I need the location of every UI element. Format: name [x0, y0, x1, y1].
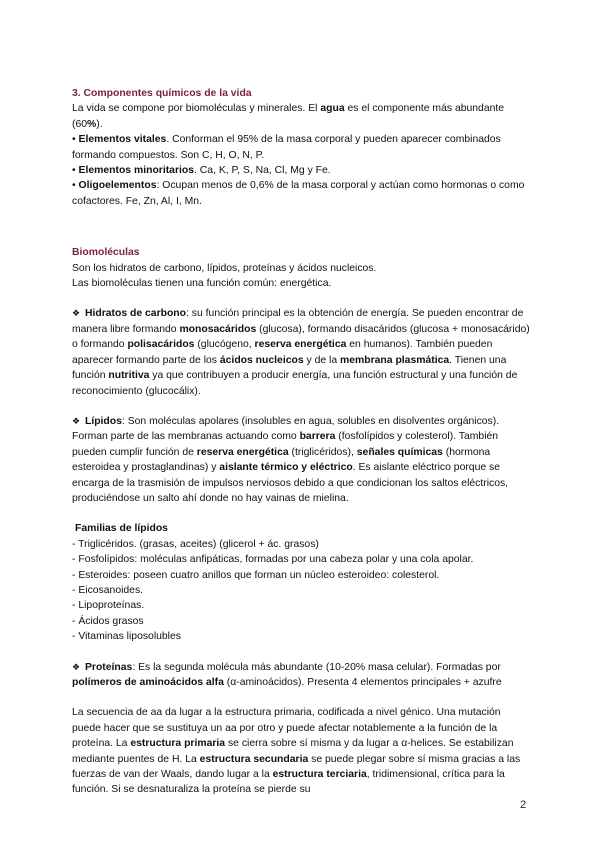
bold-term: monosacáridos — [179, 323, 257, 335]
page-number: 2 — [520, 799, 527, 811]
paragraph-text: se cierra sobre sí misma y da lugar a α-helices. Se estabilizan mediante puentes de H. La — [72, 738, 514, 765]
paragraph-text: (triglicéridos), — [288, 446, 357, 458]
paragraph-text: se puede plegar sobre sí misma gracias a las fuerzas de van der Waals, dando lugar a la — [72, 753, 521, 781]
item-text: : Ocupan menos de 0,6% de la masa corporal y actúan como hormonas o como cofactores. Fe, Zn, Al, I, Mn. — [72, 180, 525, 207]
intro-text: La vida se compone por biomoléculas y minerales. El — [72, 103, 321, 115]
bold-term: polisacáridos — [127, 339, 195, 351]
item-text: . Conforman el 95% de la masa corporal y pueden aparecer combinados formando compuestos. Son C, H, O, N, P. — [72, 134, 501, 161]
paragraph-text: ya que contribuyen a producir energía, una función estructural y una función de reconocimiento (glucocálix). — [72, 370, 518, 397]
item-text: . Ca, K, P, S, Na, Cl, Mg y Fe. — [194, 165, 331, 177]
diamond-icon: ❖ — [72, 415, 81, 426]
hidratos-title: Hidratos de carbono — [84, 308, 187, 320]
paragraph-text: en humanos). También pueden aparecer formando parte de los — [72, 339, 493, 366]
bold-term: estructura terciaria — [272, 769, 367, 781]
bold-term: membrana plasmática — [340, 354, 450, 366]
hidratos-paragraph — [72, 306, 532, 398]
bold-term: estructura secundaria — [199, 753, 309, 765]
familia-item: - Ácidos grasos — [72, 615, 144, 627]
item-bold: Elementos vitales — [78, 134, 167, 146]
page-content — [72, 86, 532, 798]
familias-title — [72, 521, 532, 536]
bold-term: reserva energética — [196, 446, 289, 458]
list-item — [72, 132, 532, 163]
item-bold: Oligoelementos — [78, 180, 157, 192]
list-item — [72, 163, 532, 178]
intro-bold-agua: agua — [320, 103, 345, 115]
familia-item: - Lipoproteínas. — [72, 600, 145, 612]
paragraph-text: . Es aislante eléctrico porque se encarga de la trasmisión de impulsos nerviosos debido a que condicionan los saltos eléctricos, produciéndose un salto ahí donde no hay vainas de mielina. — [72, 462, 509, 504]
bold-term: señales químicas — [356, 446, 443, 458]
bullet-icon: • — [72, 165, 76, 177]
proteinas-title: Proteínas — [84, 661, 133, 673]
intro-text: ). — [96, 118, 103, 130]
paragraph-text: y de la — [303, 354, 340, 366]
bullet-icon: • — [72, 134, 76, 146]
familia-item: - Eicosanoides. — [72, 584, 144, 596]
lipidos-paragraph — [72, 414, 532, 506]
diamond-icon: ❖ — [72, 308, 81, 319]
paragraph-text: : Son moléculas apolares (insolubles en agua, solubles en disolventes orgánicos). Forman parte de las membranas actuando como — [72, 415, 500, 443]
biomoleculas-title: Biomoléculas — [72, 247, 140, 259]
bold-term: reserva energética — [254, 339, 347, 351]
familia-item: - Triglicéridos. (grasas, aceites) (glicerol + ác. grasos) — [72, 538, 319, 550]
section-intro — [72, 101, 532, 132]
biomoleculas-line: Son los hidratos de carbono, lípidos, proteínas y ácidos nucleicos. — [72, 262, 377, 274]
paragraph-text: (glucógeno, — [194, 339, 255, 351]
diamond-icon: ❖ — [72, 661, 81, 672]
bullet-icon: • — [72, 180, 76, 192]
bold-term: aislante térmico y eléctrico — [219, 462, 353, 474]
bold-term: barrera — [299, 431, 336, 443]
item-bold: Elementos minoritarios — [78, 165, 195, 177]
paragraph-text: (fosfolípidos y colesterol). También pueden cumplir función de — [72, 431, 499, 458]
biomoleculas-line: Las biomoléculas tienen una función común: energética. — [72, 278, 332, 290]
intro-text: es el componente más abundante (60 — [72, 103, 505, 130]
familia-item: - Vitaminas liposolubles — [72, 631, 181, 643]
paragraph-text: (glucosa), formando disacáridos (glucosa + monosacárido) o formando — [72, 323, 530, 351]
bold-term: estructura primaria — [130, 738, 226, 750]
bold-term: nutritiva — [108, 370, 150, 382]
familias-title-text: Familias de lípidos — [75, 523, 168, 535]
paragraph-text: (α-aminoácidos). Presenta 4 elementos principales + azufre — [223, 677, 502, 688]
paragraph-text: : su función principal es la obtención de energía. Se pueden encontrar de manera libre formando — [72, 308, 524, 335]
bold-term: ácidos nucleicos — [219, 354, 304, 366]
paragraph-text: . Tienen una función — [72, 354, 507, 382]
list-item — [72, 178, 532, 209]
estructura-paragraph — [72, 705, 532, 797]
paragraph-text: (hormona esteroidea y prostaglandinas) y — [72, 446, 491, 474]
intro-bold-percent: % — [87, 118, 97, 130]
section-title: 3. Componentes químicos de la vida — [72, 88, 252, 99]
bold-term: polímeros de aminoácidos alfa — [72, 677, 224, 688]
paragraph-text: La secuencia de aa da lugar a la estructura primaria, codificada a nivel génico. Una mutación puede hacer que se sustituya un aa por otro y puede afectar notablemente a la función de la proteína. La — [72, 707, 501, 750]
paragraph-text: : Es la segunda molécula más abundante (10-20% masa celular). Formadas por — [132, 661, 501, 673]
familia-item: - Esteroides: poseen cuatro anillos que forman un núcleo esteroideo: colesterol. — [72, 569, 440, 581]
paragraph-text: , tridimensional, crítica para la función. Si se desnaturaliza la proteína se pierde su — [72, 769, 505, 796]
lipidos-title: Lípidos — [84, 415, 122, 427]
proteinas-paragraph — [72, 660, 532, 691]
familia-item: - Fosfolípidos: moléculas anfipáticas, formadas por una cabeza polar y una cola apolar. — [72, 554, 474, 566]
